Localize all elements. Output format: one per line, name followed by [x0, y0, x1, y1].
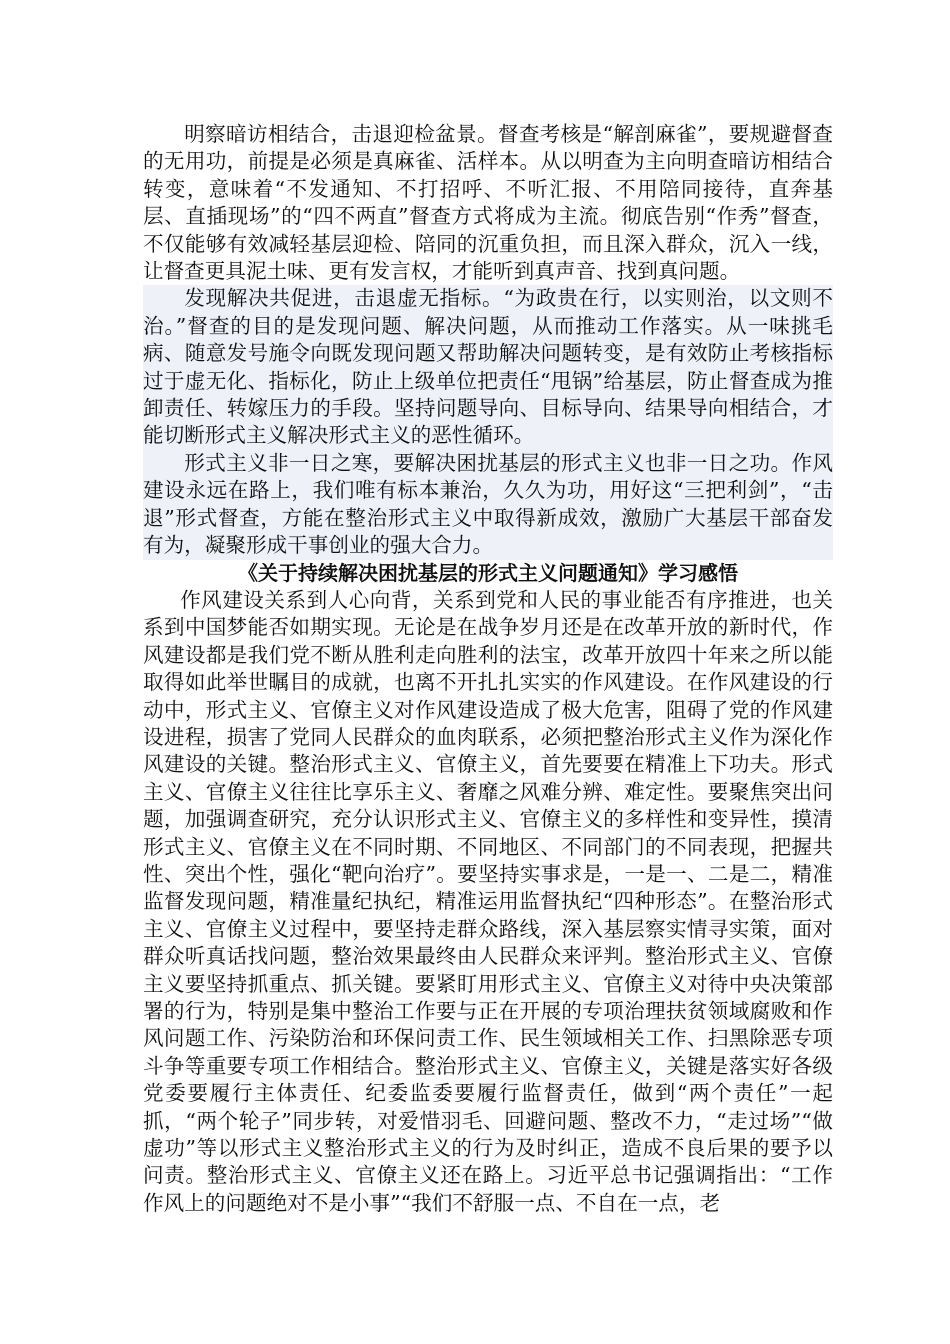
paragraph-conclusion: 形式主义非一日之寒，要解决困扰基层的形式主义也非一日之功。作风建设永远在路上，我们唯有标本兼治，久久为功，用好这“三把利剑”，“击退”形式督查，方能在整治形式主义中取得新成效，激励广大基层干部奋发有为，凝聚形成干事创业的强大合力。 — [143, 450, 833, 560]
paragraph-reflection: 作风建设关系到人心向背，关系到党和人民的事业能否有序推进，也关系到中国梦能否如期实现。无论是在战争岁月还是在改革开放的新时代，作风建设都是我们党不断从胜利走向胜利的法宝，改革开放四十年来之所以能取得如此举世瞩目的成就，也离不开扎扎实实的作风建设。在作风建设的行动中，形式主义、官僚主义对作风建设造成了极大危害，阻碍了党的作风建设进程，损害了党同人民群众的血肉联系，必须把整治形式主义作为深化作风建设的关键。整治形式主义、官僚主义，首先要要在精准上下功夫。形式主义、官僚主义往往比享乐主义、奢靡之风难分辨、难定性。要聚焦突出问题，加强调查研究，充分认识形式主义、官僚主义的多样性和变异性，摸清形式主义、官僚主义在不同时期、不同地区、不同部门的不同表现，把握共性、突出个性，强化“靶向治疗”。要坚持实事求是，一是一、二是二，精准监督发现问题，精准量纪执纪，精准运用监督执纪“四种形态”。在整治形式主义、官僚主义过程中，要坚持走群众路线，深入基层察实情寻实策，面对群众听真话找问题，整治效果最终由人民群众来评判。整治形式主义、官僚主义要坚持抓重点、抓关键。要紧盯用形式主义、官僚主义对待中央决策部署的行为，特别是集中整治工作要与正在开展的专项治理扶贫领域腐败和作风问题工作、污染防治和环保问责工作、民生领域相关工作、扫黑除恶专项斗争等重要专项工作相结合。整治形式主义、官僚主义，关键是落实好各级党委要履行主体责任、纪委监委要履行监督责任，做到“两个责任”一起抓，“两个轮子”同步转，对爱惜羽毛、回避问题、整改不力，“走过场”“做虚功”等以形式主义整治形式主义的行为及时纠正，造成不良后果的要予以问责。整治形式主义、官僚主义还在路上。习近平总书记强调指出：“工作作风上的问题绝对不是小事”“我们不舒服一点、不自在一点，老 — [143, 587, 833, 1215]
section-heading: 《关于持续解决困扰基层的形式主义问题通知》学习感悟 — [238, 560, 738, 585]
paragraph-problem-solving: 发现解决共促进，击退虚无指标。“为政贵在行，以实则治，以文则不治。”督查的目的是发现问题、解决问题，从而推动工作落实。从一味挑毛病、随意发号施令向既发现问题又帮助解决问题转变，是有效防止考核指标过于虚无化、指标化，防止上级单位把责任“甩锅”给基层，防止督查成为推卸责任、转嫁压力的手段。坚持问题导向、目标导向、结果导向相结合，才能切断形式主义解决形式主义的恶性循环。 — [143, 285, 833, 449]
paragraph-inspection-method: 明察暗访相结合，击退迎检盆景。督查考核是“解剖麻雀”，要规避督查的无用功，前提是必须是真麻雀、活样本。从以明查为主向明查暗访相结合转变，意味着“不发通知、不打招呼、不听汇报、不用陪同接待，直奔基层、直插现场”的“四不两直”督查方式将成为主流。彻底告别“作秀”督查，不仅能够有效减轻基层迎检、陪同的沉重负担，而且深入群众，沉入一线，让督查更具泥土味、更有发言权，才能听到真声音、找到真问题。 — [143, 122, 833, 284]
document-text — [143, 121, 833, 1217]
